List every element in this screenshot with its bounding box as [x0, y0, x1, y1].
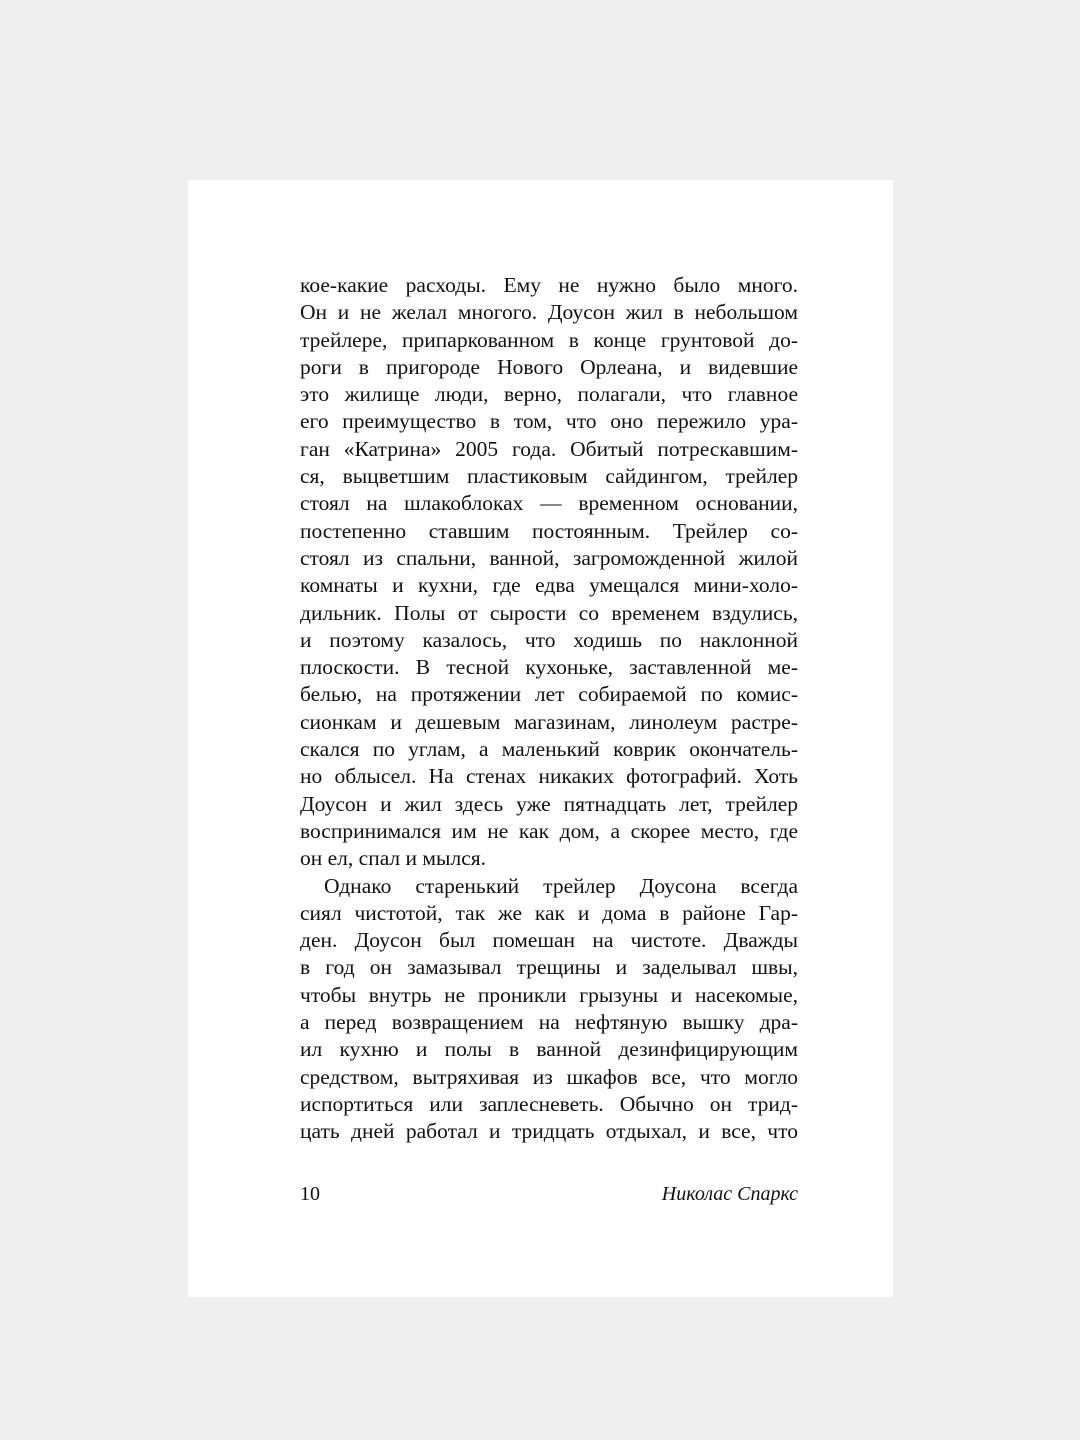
text-line: это жилище люди, верно, полагали, что главное: [300, 382, 798, 407]
text-line: плоскости. В тесной кухоньке, заставленной ме-: [300, 655, 798, 680]
text-line: ил кухню и полы в ванной дезинфицирующим: [300, 1037, 798, 1062]
text-line: скался по углам, а маленький коврик окончатель-: [300, 737, 798, 762]
book-page: [188, 180, 893, 1297]
text-line: дильник. Полы от сырости со временем вздулись,: [300, 600, 798, 625]
text-line: он ел, спал и мылся.: [300, 846, 487, 871]
text-line: Доусон и жил здесь уже пятнадцать лет, трейлер: [300, 791, 798, 816]
text-line: трейлере, припаркованном в конце грунтовой до-: [300, 327, 798, 352]
text-line: комнаты и кухни, где едва умещался мини-холо-: [300, 573, 798, 598]
text-line: ся, выцветшим пластиковым сайдингом, трейлер: [300, 464, 798, 489]
page-footer: [300, 1183, 798, 1213]
text-line: постепенно ставшим постоянным. Трейлер со-: [300, 518, 798, 543]
text-line: Однако старенький трейлер Доусона всегда: [324, 873, 798, 898]
text-line: в год он замазывал трещины и заделывал швы,: [300, 955, 798, 980]
text-line: цать дней работал и тридцать отдыхал, и все, что: [300, 1119, 798, 1144]
text-line: и поэтому казалось, что ходишь по наклонной: [300, 627, 798, 652]
text-line: белью, на протяжении лет собираемой по комис-: [300, 682, 798, 707]
text-line: стоял из спальни, ванной, загроможденной жилой: [300, 545, 798, 570]
text-line: стоял на шлакоблоках — временном основании,: [300, 491, 798, 516]
text-line: а перед возвращением на нефтяную вышку дра-: [300, 1010, 798, 1035]
text-line: сиял чистотой, так же как и дома в районе Гар-: [300, 900, 798, 925]
text-line: чтобы внутрь не проникли грызуны и насекомые,: [300, 982, 798, 1007]
text-line: испортиться или заплесневеть. Обычно он трид-: [300, 1091, 798, 1116]
page-number: 10: [300, 1183, 320, 1205]
text-line: его преимущество в том, что оно пережило ура-: [300, 409, 798, 434]
text-line: ган «Катрина» 2005 года. Обитый потрескавшим-: [300, 436, 798, 461]
text-line: сионкам и дешевым магазинам, линолеум растре-: [300, 709, 798, 734]
body-text: [300, 272, 798, 1146]
text-line: роги в пригороде Нового Орлеана, и видевшие: [300, 354, 798, 379]
text-line: но облысел. На стенах никаких фотографий. Хоть: [300, 764, 798, 789]
text-line: кое-какие расходы. Ему не нужно было много.: [300, 273, 798, 297]
running-footer-author: Николас Спаркс: [661, 1183, 798, 1205]
text-line: воспринимался им не как дом, а скорее место, где: [300, 818, 798, 843]
text-line: средством, вытряхивая из шкафов все, что могло: [300, 1064, 798, 1089]
text-line: Он и не желал многого. Доусон жил в небольшом: [300, 300, 798, 325]
text-line: ден. Доусон был помешан на чистоте. Дважды: [300, 928, 798, 953]
